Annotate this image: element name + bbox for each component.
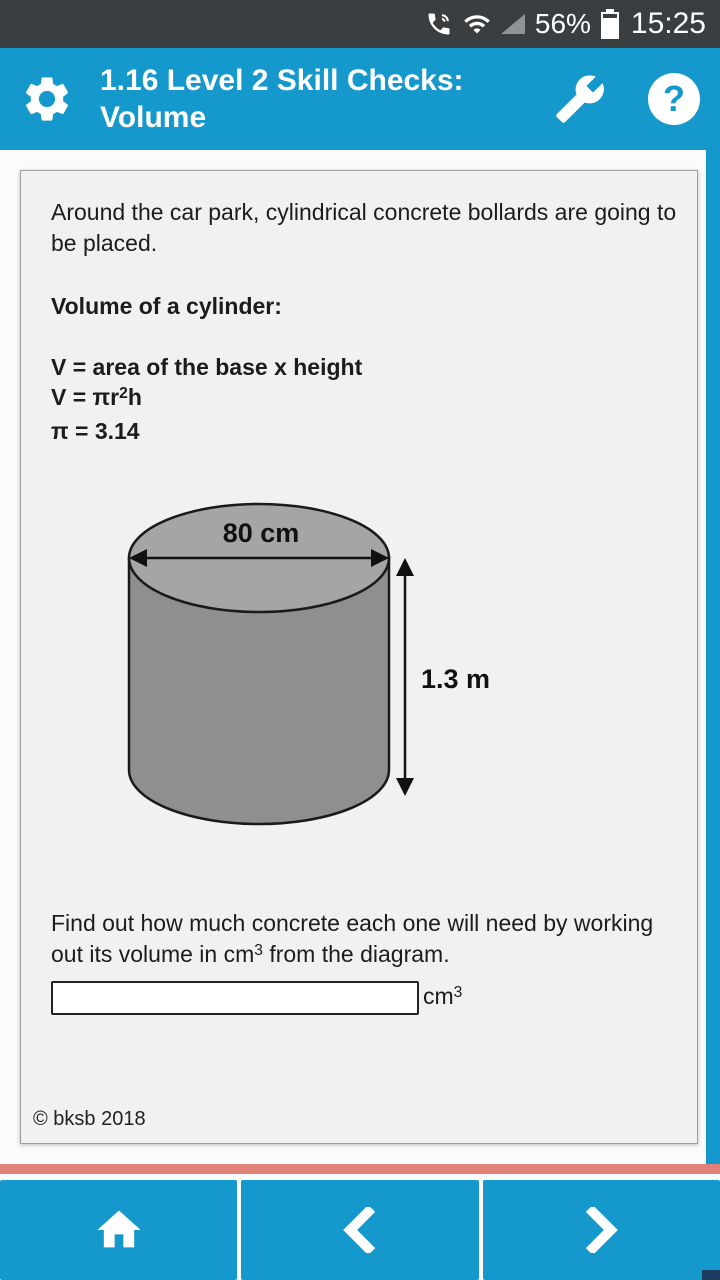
answer-unit-exponent: 3	[453, 983, 463, 1001]
formula-heading: Volume of a cylinder:	[51, 293, 282, 319]
answer-unit-text: cm	[423, 983, 454, 1009]
divider-bar	[0, 1164, 720, 1174]
answer-row	[51, 981, 667, 1015]
signal-triangle-icon	[501, 14, 525, 34]
home-icon	[93, 1204, 145, 1256]
scrollbar[interactable]	[706, 150, 720, 1166]
header-actions	[554, 73, 700, 125]
help-icon	[648, 73, 700, 125]
home-button[interactable]	[0, 1180, 237, 1280]
intro-text: Around the car park, cylindrical concrete bollards are going to be placed.	[51, 199, 677, 256]
battery-percent: 56%	[534, 8, 591, 39]
formula-line-3: π = 3.14	[51, 418, 140, 444]
clock: 15:25	[630, 7, 706, 40]
copyright: © bksb 2018	[33, 1108, 146, 1130]
formula-line-2	[51, 382, 667, 416]
diameter-label: 80 cm	[222, 518, 300, 548]
question-part1: Find out how much concrete each one will need by working out its volume in cm	[51, 910, 654, 967]
formula-line-2-prefix: V = πr	[51, 384, 120, 410]
question-part2: from the diagram.	[262, 941, 450, 967]
app-header	[0, 48, 720, 150]
cylinder-diagram	[89, 500, 569, 836]
diagram-container	[89, 500, 667, 844]
formula-line-1: V = area of the base x height	[51, 354, 363, 380]
help-glyph: ?	[663, 78, 685, 119]
question-exponent: 3	[254, 941, 263, 959]
page-title: 1.16 Level 2 Skill Checks: Volume	[100, 64, 464, 134]
formula-block	[51, 352, 667, 446]
chevron-left-icon	[337, 1207, 383, 1253]
formula-line-2-suffix: h	[127, 384, 142, 410]
height-label: 1.3 m	[421, 664, 491, 694]
settings-button[interactable]	[20, 72, 74, 126]
question-card	[20, 170, 698, 1144]
status-bar	[0, 0, 720, 48]
question-text	[51, 908, 687, 973]
formula-line-2-exponent: 2	[119, 384, 128, 402]
back-button[interactable]	[241, 1180, 478, 1280]
content-area	[0, 150, 720, 1180]
wrench-icon	[554, 73, 606, 125]
forward-button[interactable]	[483, 1180, 720, 1280]
tools-button[interactable]	[554, 73, 606, 125]
answer-unit	[423, 981, 462, 1015]
height-arrowhead-top	[396, 558, 414, 576]
bottom-nav	[0, 1180, 720, 1280]
answer-input[interactable]	[51, 981, 419, 1015]
chevron-right-icon	[578, 1207, 624, 1253]
wifi-calling-icon	[425, 10, 453, 38]
battery-icon	[601, 9, 619, 39]
height-arrowhead-bottom	[396, 778, 414, 796]
wifi-icon	[463, 10, 491, 38]
scrollbar-corner	[702, 1270, 720, 1280]
gear-icon	[20, 72, 74, 126]
help-button[interactable]	[648, 73, 700, 125]
